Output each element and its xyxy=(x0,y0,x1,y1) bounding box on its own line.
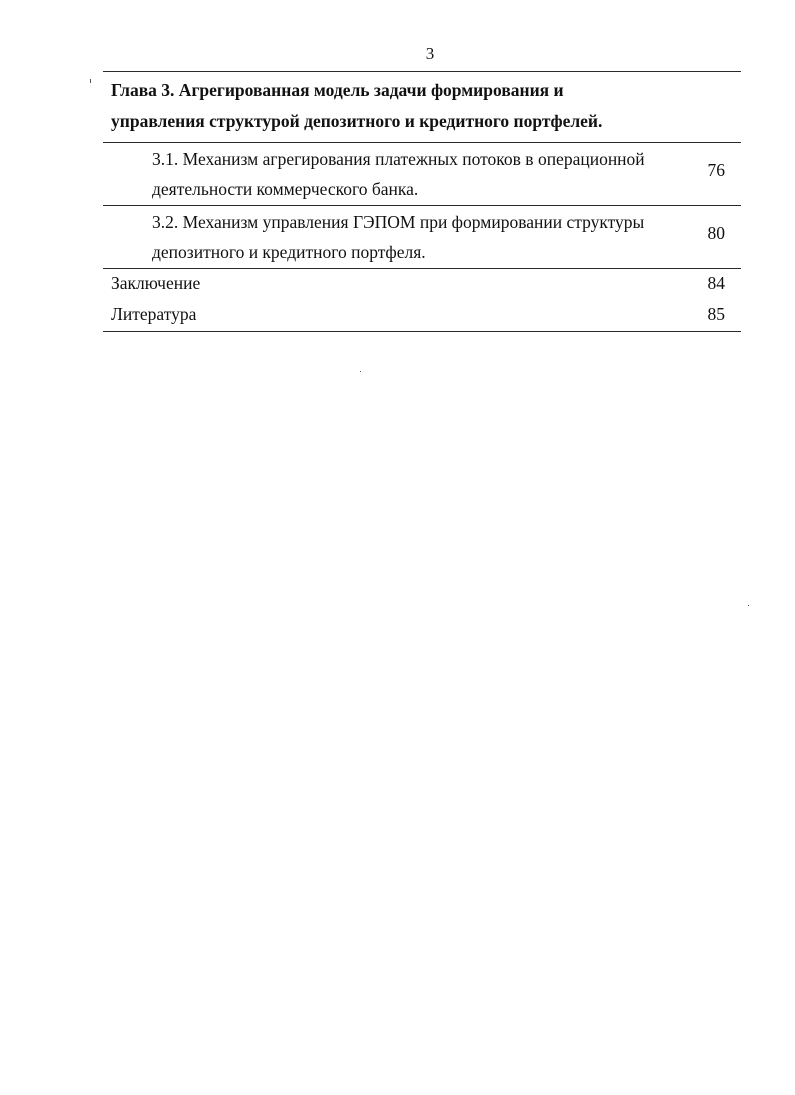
toc-entry-page-number: 84 xyxy=(707,273,725,293)
toc-entry-title xyxy=(152,144,702,204)
page-number: 3 xyxy=(425,44,435,63)
toc-entry-section-3-2 xyxy=(103,206,741,268)
toc-entry-title: Заключение xyxy=(111,273,201,293)
chapter-heading-line-2: управления структурой депозитного и кредитного портфелей. xyxy=(111,111,603,131)
scan-speck xyxy=(360,371,361,372)
toc-entry-title-line-2: деятельности коммерческого банка. xyxy=(152,179,419,199)
table-of-contents xyxy=(103,71,741,332)
divider xyxy=(103,331,741,332)
toc-entry-conclusion xyxy=(103,269,741,300)
toc-entry-title-line-1: 3.2. Механизм управления ГЭПОМ при формировании структуры xyxy=(152,212,645,232)
toc-entry-title-line-1: 3.1. Механизм агрегирования платежных потоков в операционной xyxy=(152,149,645,169)
toc-entry-page-number: 76 xyxy=(707,160,725,180)
chapter-heading-line-1: Глава 3. Агрегированная модель задачи формирования и xyxy=(111,80,564,100)
toc-entry-section-3-1 xyxy=(103,143,741,205)
scan-speck xyxy=(748,605,749,606)
toc-entry-title xyxy=(152,207,702,267)
scan-speck xyxy=(90,79,91,83)
toc-entry-literature xyxy=(103,300,741,331)
toc-entry-page-number: 80 xyxy=(707,223,725,243)
toc-entry-title: Литература xyxy=(111,304,197,324)
toc-entry-page-number: 85 xyxy=(707,304,725,324)
chapter-heading xyxy=(103,72,741,142)
toc-entry-title-line-2: депозитного и кредитного портфеля. xyxy=(152,242,426,262)
